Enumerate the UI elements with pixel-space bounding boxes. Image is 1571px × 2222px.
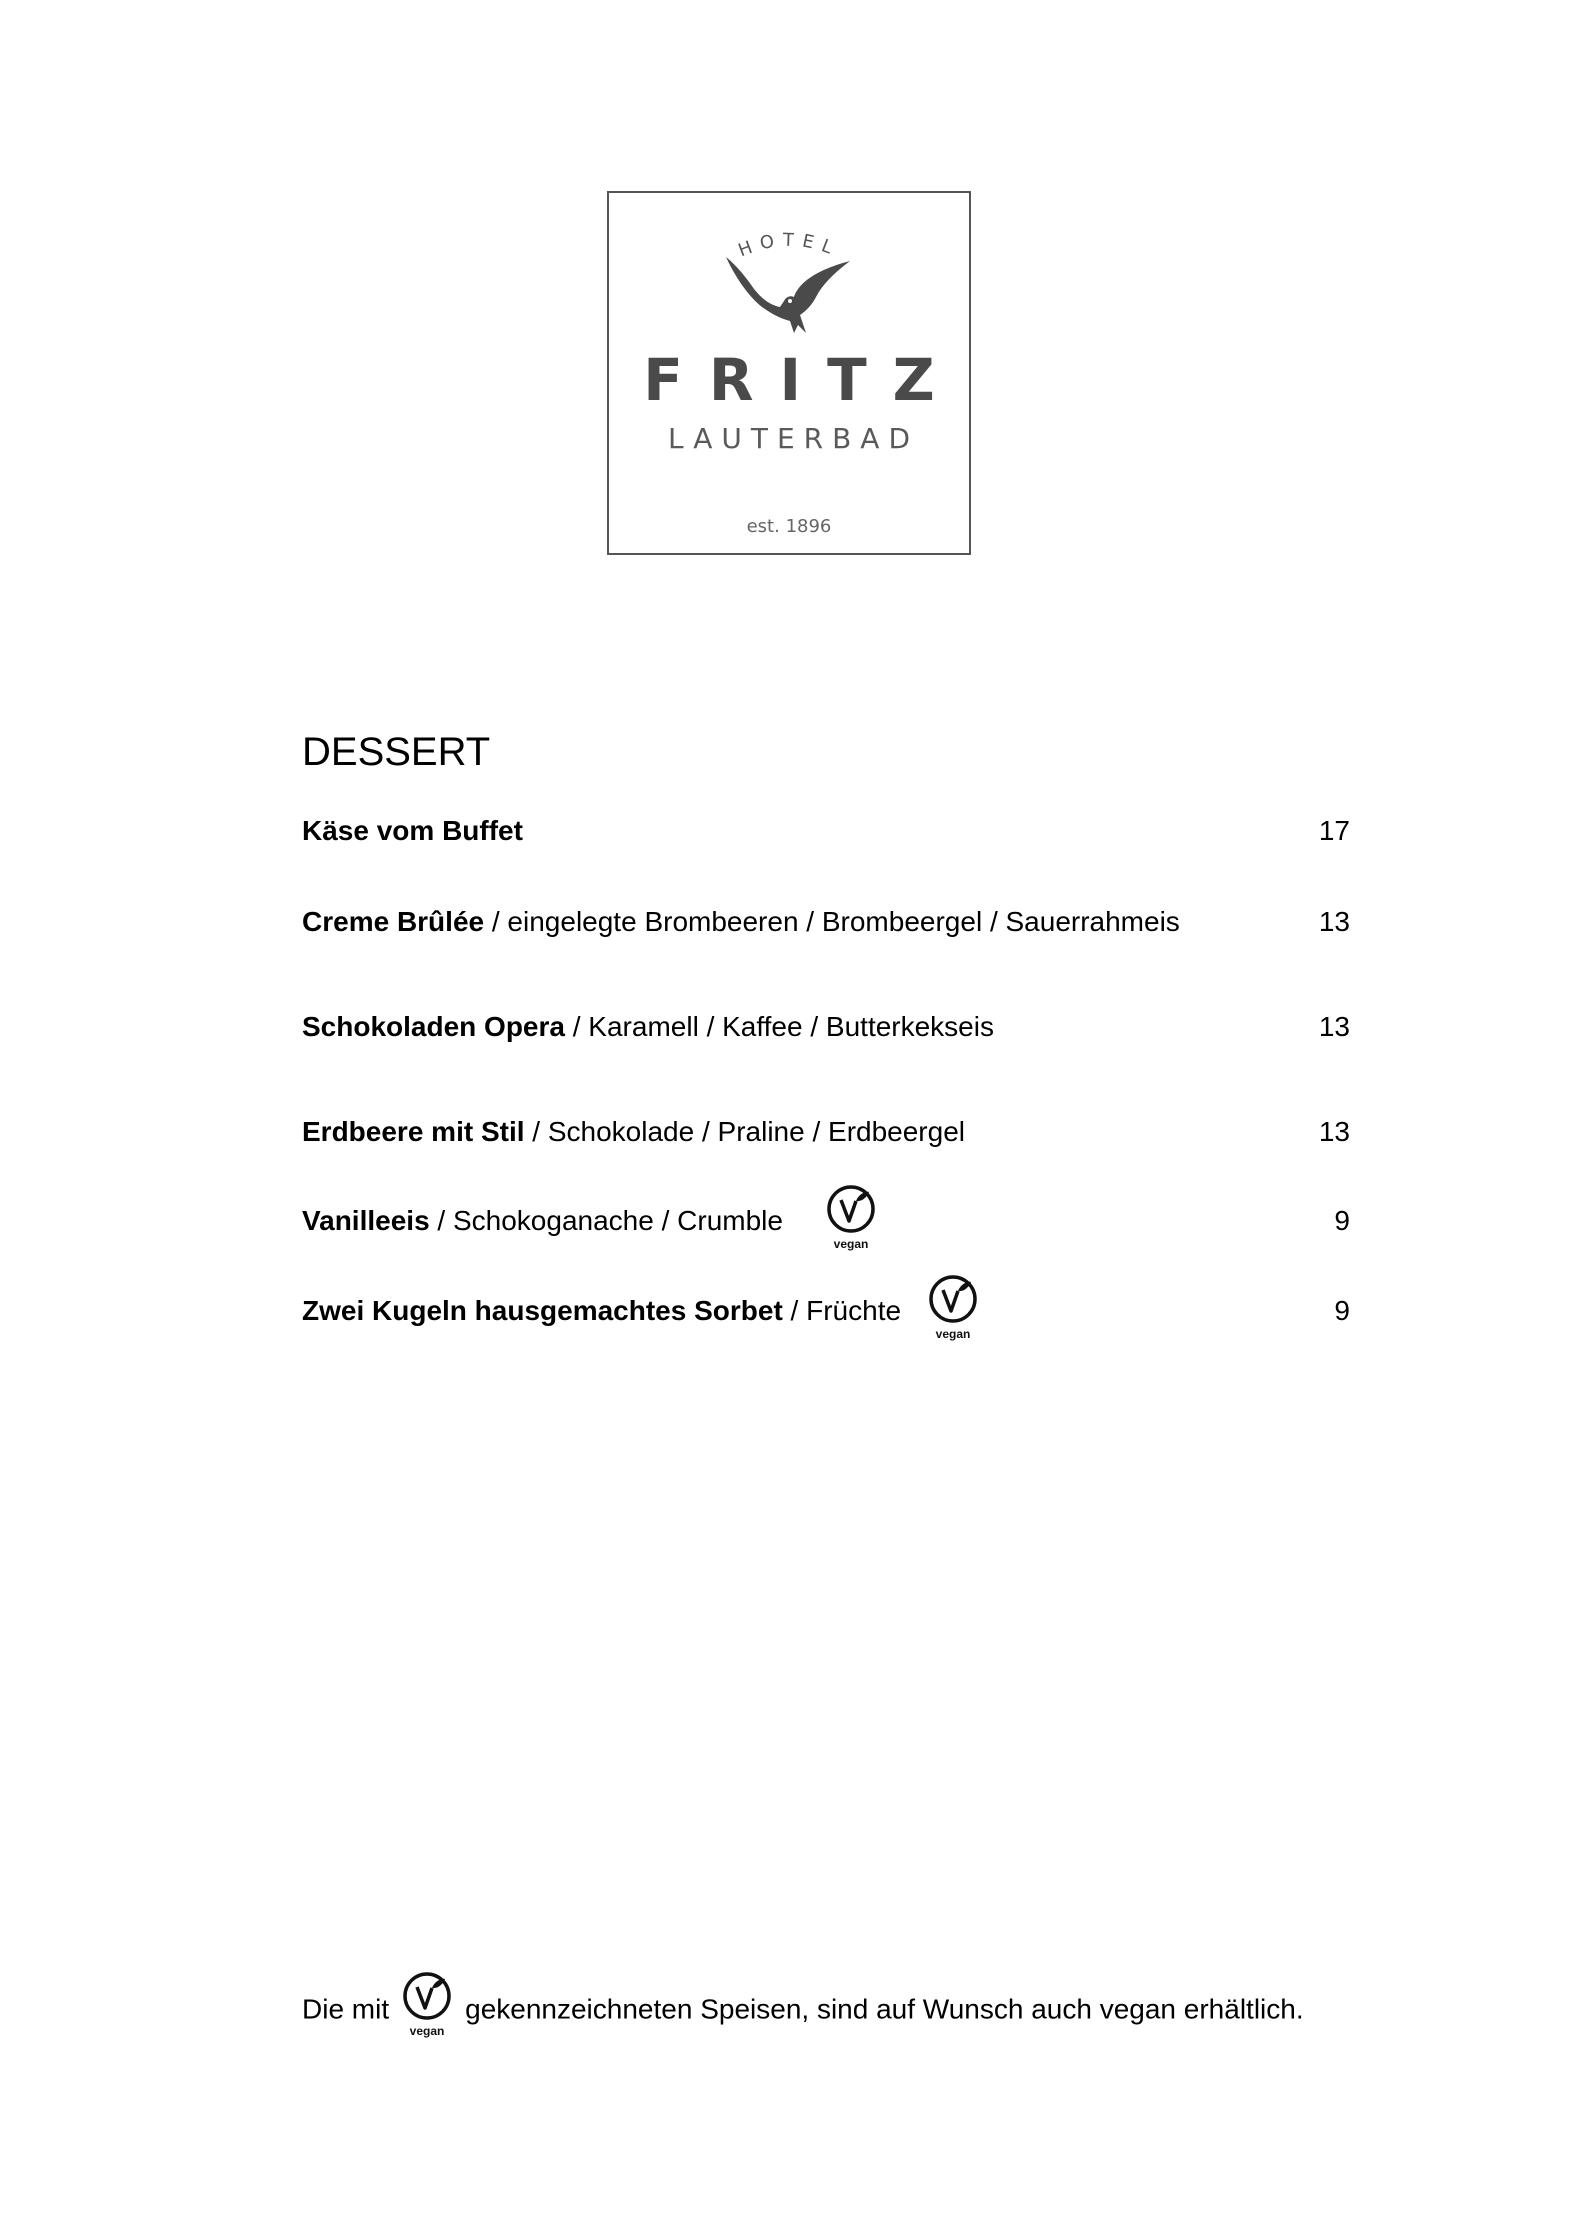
menu-item-name: Zwei Kugeln hausgemachtes Sorbet	[302, 1295, 783, 1326]
vegan-icon	[401, 1970, 453, 2040]
menu-item-name: Erdbeere mit Stil	[302, 1116, 525, 1147]
hotel-logo	[607, 191, 971, 555]
menu-item	[302, 898, 1350, 946]
menu-item-name: Vanilleeis	[302, 1205, 430, 1236]
menu-item-name: Creme Brûlée	[302, 906, 485, 937]
menu-item	[302, 1197, 1350, 1251]
menu-item	[302, 1003, 1350, 1051]
menu-item-description: / Früchte	[782, 1295, 902, 1326]
svg-text:HOTEL: HOTEL	[735, 229, 843, 262]
menu-item-price: 13	[1318, 1011, 1350, 1042]
menu-item-price: 9	[1334, 1205, 1350, 1236]
menu-item-description: / Karamell / Kaffee / Butterkekseis	[564, 1011, 994, 1042]
footnote-text-before: Die mit	[302, 1993, 390, 2025]
menu-item-name: Käse vom Buffet	[302, 815, 523, 846]
menu-item	[302, 1108, 1350, 1156]
section-title: DESSERT	[302, 730, 491, 774]
logo-established: est. 1896	[746, 516, 832, 537]
menu-item-name: Schokoladen Opera	[302, 1011, 565, 1042]
menu-item	[302, 1287, 1350, 1341]
vegan-footnote	[302, 1976, 1304, 2046]
menu-item	[302, 807, 1350, 855]
menu-item-description: / eingelegte Brombeeren / Brombeergel / Sauerrahmeis	[484, 906, 1180, 937]
svg-text:vegan: vegan	[409, 2024, 445, 2038]
eagle-icon	[724, 255, 854, 335]
menu-item-description: / Schokoganache / Crumble	[429, 1205, 783, 1236]
footnote-text-after: gekennzeichneten Speisen, sind auf Wunsch auch vegan erhältlich.	[465, 1993, 1304, 2025]
svg-text:vegan: vegan	[833, 1237, 869, 1251]
logo-name: FRITZ	[643, 346, 961, 414]
svg-text:vegan: vegan	[935, 1327, 971, 1341]
menu-item-price: 17	[1318, 815, 1350, 846]
menu-item-price: 9	[1334, 1295, 1350, 1326]
vegan-icon	[825, 1183, 877, 1253]
menu-item-description: / Schokolade / Praline / Erdbeergel	[524, 1116, 965, 1147]
vegan-icon	[927, 1273, 979, 1343]
menu-item-price: 13	[1318, 906, 1350, 937]
logo-location: LAUTERBAD	[667, 422, 920, 455]
menu-item-price: 13	[1318, 1116, 1350, 1147]
